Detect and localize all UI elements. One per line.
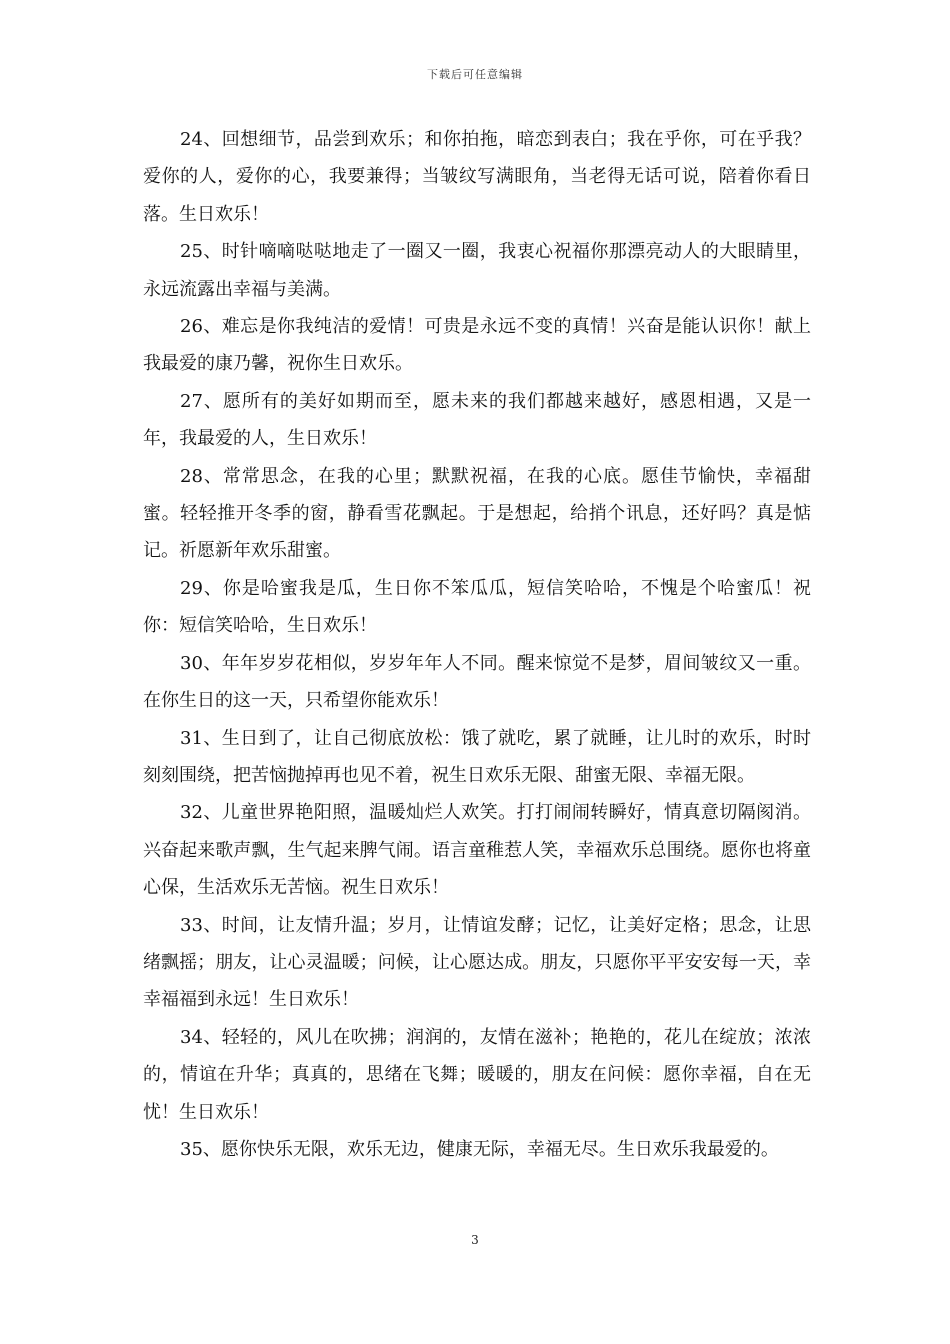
paragraph-27: 27、愿所有的美好如期而至，愿未来的我们都越来越好，感恩相遇，又是一年，我最爱的人，生日欢乐！ [143,390,811,450]
paragraph-29: 29、你是哈蜜我是瓜，生日你不笨瓜瓜，短信笑哈哈，不愧是个哈蜜瓜！祝你：短信笑哈哈，生日欢乐！ [143,577,811,637]
header-note: 下载后可任意编辑 [427,68,523,81]
paragraph-34: 34、轻轻的，风儿在吹拂；润润的，友情在滋补；艳艳的，花儿在绽放；浓浓的，情谊在升华；真真的，思绪在飞舞；暖暖的，朋友在问候：愿你幸福，自在无忧！生日欢乐！ [143,1026,811,1123]
paragraph-28: 28、常常思念，在我的心里；默默祝福，在我的心底。愿佳节愉快，幸福甜蜜。轻轻推开冬季的窗，静看雪花飘起。于是想起，给捎个讯息，还好吗？真是惦记。祈愿新年欢乐甜蜜。 [143,465,811,562]
body-text [143,121,811,1168]
paragraph-26: 26、难忘是你我纯洁的爱情！可贵是永远不变的真情！兴奋是能认识你！献上我最爱的康乃馨，祝你生日欢乐。 [143,316,811,375]
paragraph-25: 25、时针嘀嘀哒哒地走了一圈又一圈，我衷心祝福你那漂亮动人的大眼睛里，永远流露出幸福与美满。 [143,241,811,300]
paragraph-30: 30、年年岁岁花相似，岁岁年年人不同。醒来惊觉不是梦，眉间皱纹又一重。在你生日的这一天，只希望你能欢乐！ [143,652,811,712]
paragraph-33: 33、时间，让友情升温；岁月，让情谊发酵；记忆，让美好定格；思念，让思绪飘摇；朋友，让心灵温暖；问候，让心愿达成。朋友，只愿你平平安安每一天，幸幸福福到永远！生日欢乐！ [143,914,811,1011]
page-number: 3 [471,1233,479,1247]
paragraph-24: 24、回想细节，品尝到欢乐；和你拍拖，暗恋到表白；我在乎你，可在乎我？爱你的人，爱你的心，我要兼得；当皱纹写满眼角，当老得无话可说，陪着你看日落。生日欢乐！ [143,129,811,225]
paragraph-31: 31、生日到了，让自己彻底放松：饿了就吃，累了就睡，让儿时的欢乐，时时刻刻围绕，把苦恼抛掉再也见不着，祝生日欢乐无限、甜蜜无限、幸福无限。 [143,727,811,786]
paragraph-32: 32、儿童世界艳阳照，温暖灿烂人欢笑。打打闹闹转瞬好，情真意切隔阂消。兴奋起来歌声飘，生气起来脾气闹。语言童稚惹人笑，幸福欢乐总围绕。愿你也将童心保，生活欢乐无苦恼。祝生日欢乐！ [143,802,811,899]
paragraph-35: 35、愿你快乐无限，欢乐无边，健康无际，幸福无尽。生日欢乐我最爱的。 [180,1138,779,1160]
